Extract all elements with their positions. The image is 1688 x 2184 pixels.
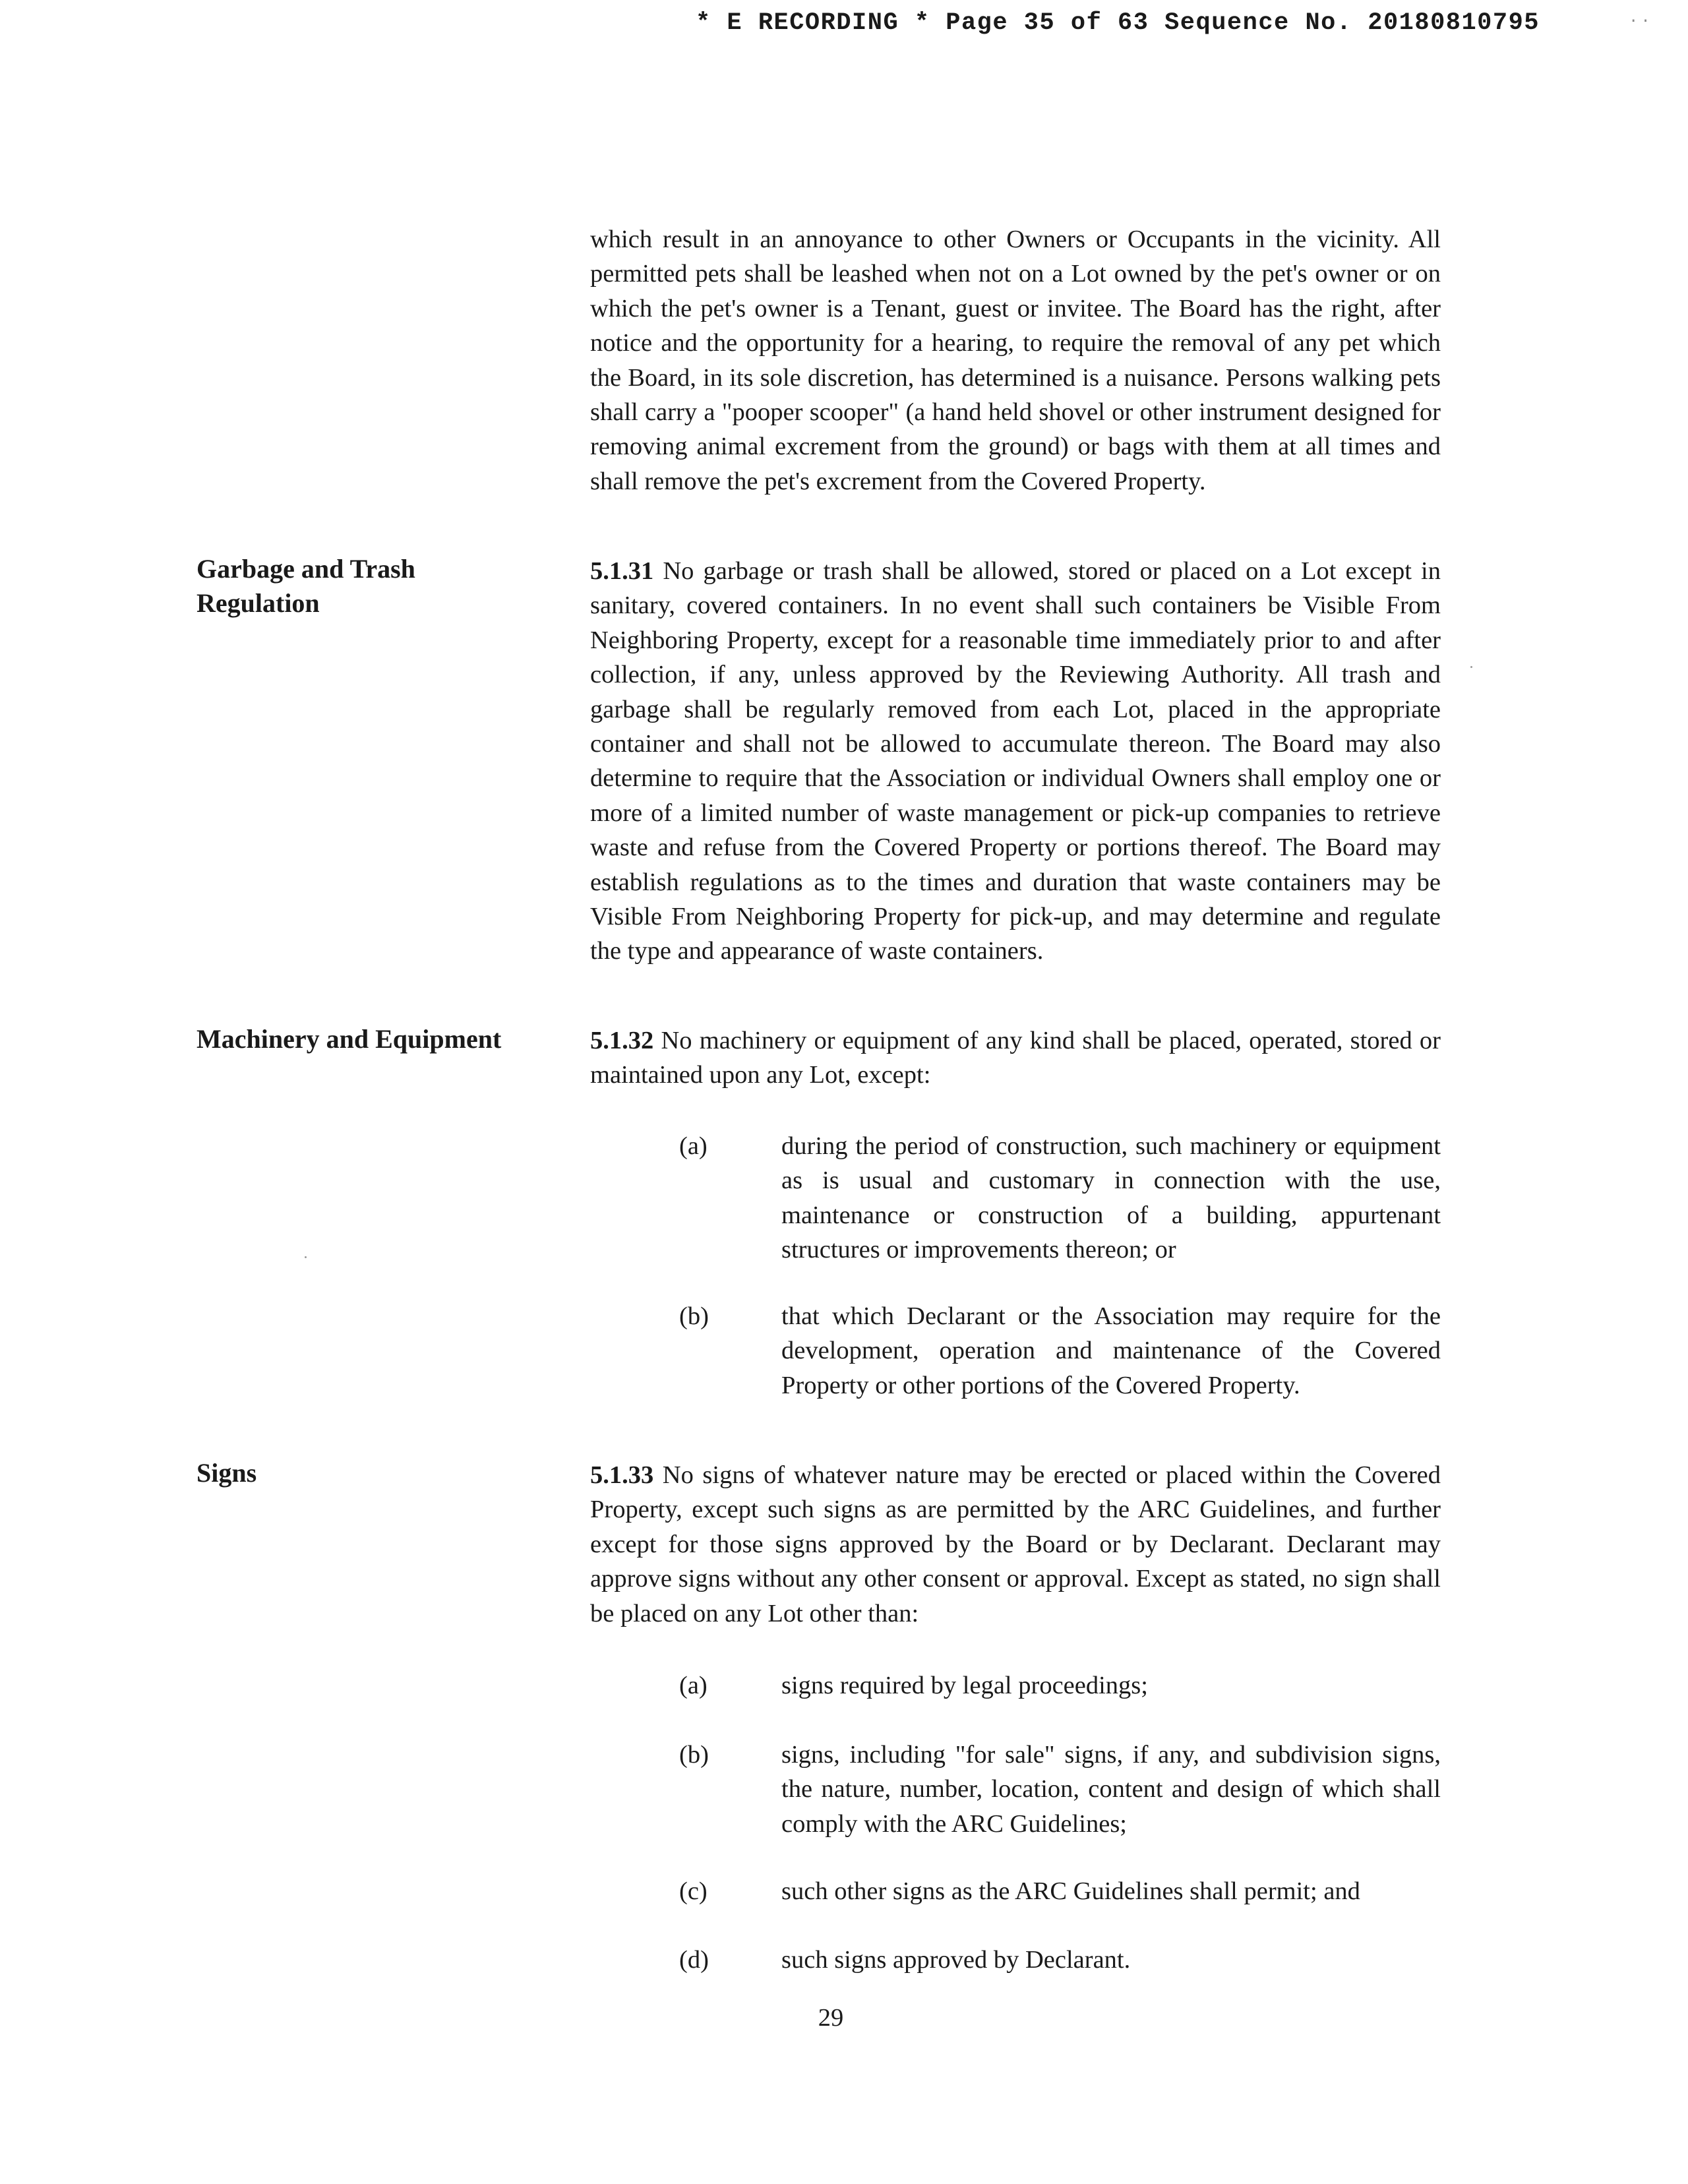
- garbage-paragraph: [590, 554, 1441, 969]
- signs-paragraph: [590, 1458, 1441, 1631]
- page-number: 29: [818, 2004, 844, 2032]
- machinery-paragraph: [590, 1023, 1441, 1093]
- scan-speck: [305, 1256, 307, 1258]
- recording-header-text: * E RECORDING * Page 35 of 63 Sequence No. 20180810795: [696, 9, 1540, 37]
- machinery-section-heading: Machinery and Equipment: [196, 1024, 502, 1054]
- recording-header: [696, 9, 1665, 37]
- list-item-label: (c): [679, 1877, 708, 1905]
- garbage-section-heading: Garbage and Trash Regulation: [196, 554, 415, 619]
- scan-speck: [1470, 666, 1472, 668]
- section-number: 5.1.31: [590, 557, 654, 585]
- signs-paragraph-text: No signs of whatever nature may be erected or placed within the Covered Property, except such signs as are permitted by the ARC Guidelines, and further except for those signs approved by the Board or by Declarant. Declarant may approve signs without any other consent or approval. Except as stated, no sign shall be placed on any Lot other than:: [590, 1461, 1441, 1627]
- list-item-text: signs, including "for sale" signs, if any, and subdivision signs, the nature, number, location, content and design of which shall comply with the ARC Guidelines;: [781, 1741, 1441, 1838]
- machinery-paragraph-text: No machinery or equipment of any kind shall be placed, operated, stored or maintained upon any Lot, except:: [590, 1027, 1441, 1089]
- section-number: 5.1.33: [590, 1461, 654, 1489]
- list-item-text: such signs approved by Declarant.: [781, 1946, 1131, 1974]
- header-trailing-marks: ..: [1629, 9, 1653, 27]
- list-item-label: (a): [679, 1132, 708, 1160]
- section-number: 5.1.32: [590, 1027, 654, 1054]
- list-item-text: signs required by legal proceedings;: [781, 1672, 1148, 1699]
- list-item-label: (a): [679, 1672, 708, 1699]
- list-item-label: (d): [679, 1946, 709, 1974]
- list-item-text: that which Declarant or the Association may require for the development, operation and maintenance of the Covered Property or other portions of the Covered Property.: [781, 1302, 1441, 1399]
- pets-continuation-paragraph: which result in an annoyance to other Owners or Occupants in the vicinity. All permitted pets shall be leashed when not on a Lot owned by the pet's owner or on which the pet's owner is a Tenant, guest or invitee. The Board has the right, after notice and the opportunity for a hearing, to require the removal of any pet which the Board, in its sole discretion, has determined is a nuisance. Persons walking pets shall carry a "pooper scooper" (a hand held shovel or other instrument designed for removing animal excrement from the ground) or bags with them at all times and shall remove the pet's excrement from the Covered Property.: [590, 226, 1441, 495]
- garbage-paragraph-text: No garbage or trash shall be allowed, stored or placed on a Lot except in sanitary, covered containers. In no event shall such containers be Visible From Neighboring Property, except for a reasonable time immediately prior to and after collection, if any, unless approved by the Reviewing Authority. All trash and garbage shall be regularly removed from each Lot, placed in the appropriate container and shall not be allowed to accumulate thereon. The Board may also determine to require that the Association or individual Owners shall employ one or more of a limited number of waste management or pick-up companies to retrieve waste and refuse from the Covered Property or portions thereof. The Board may establish regulations as to the times and duration that waste containers may be Visible From Neighboring Property for pick-up, and may determine and regulate the type and appearance of waste containers.: [590, 557, 1441, 965]
- signs-section-heading: Signs: [196, 1458, 257, 1488]
- list-item-label: (b): [679, 1302, 709, 1330]
- list-item-label: (b): [679, 1741, 709, 1769]
- list-item-text: such other signs as the ARC Guidelines shall permit; and: [781, 1877, 1360, 1905]
- list-item-text: during the period of construction, such machinery or equipment as is usual and customary in connection with the use, maintenance or construction of a building, appurtenant structures or improvements thereon; or: [781, 1132, 1441, 1264]
